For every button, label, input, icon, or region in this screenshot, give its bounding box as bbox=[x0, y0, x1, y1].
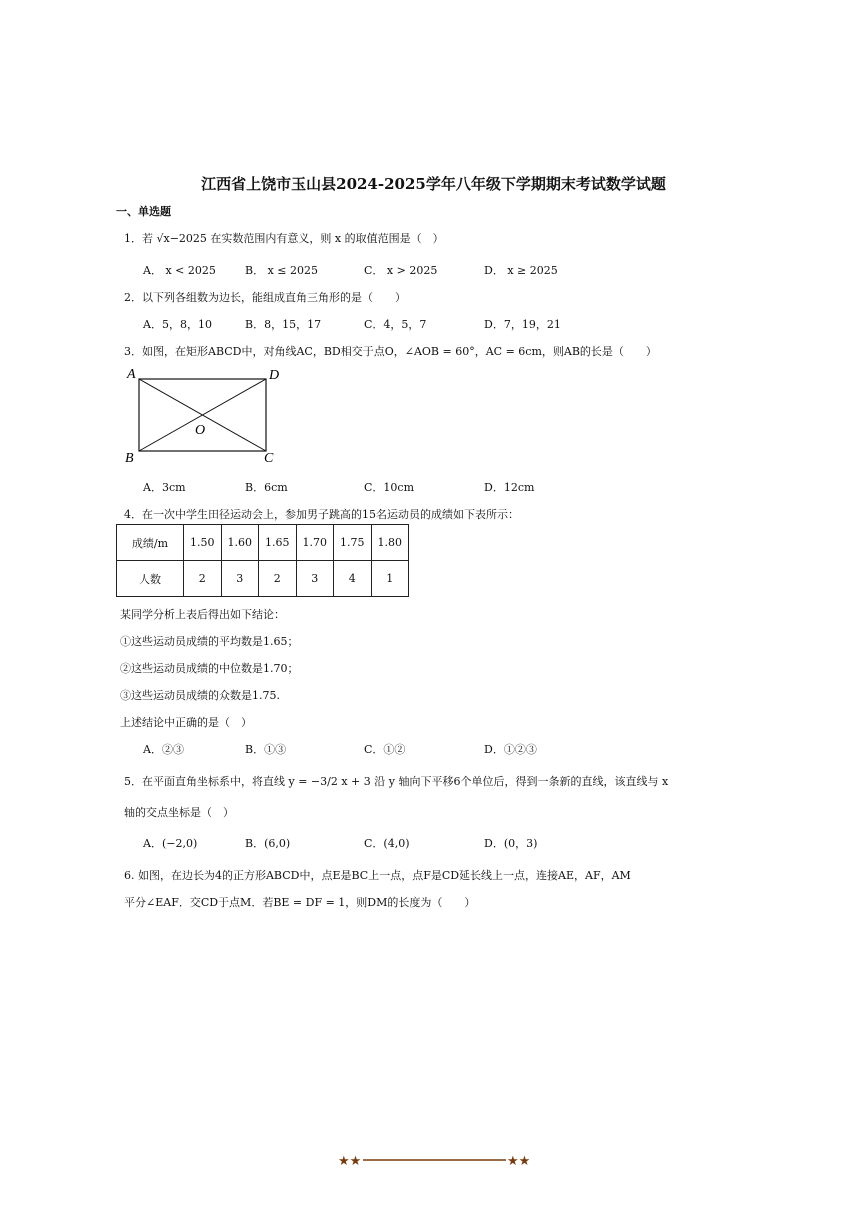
q1-option-a[interactable]: A． x < 2025 bbox=[143, 264, 216, 277]
analysis-text: 某同学分析上表后得出如下结论： bbox=[120, 608, 285, 621]
conclusion-1: ①这些运动员成绩的平均数是1.65； bbox=[120, 635, 299, 648]
q4-option-b[interactable]: B．①③ bbox=[245, 743, 287, 756]
table-cell: 4 bbox=[334, 561, 372, 597]
table-row-header: 成绩/m bbox=[117, 525, 184, 561]
page-title: 江西省上饶市玉山县2024-2025学年八年级下学期期末考试数学试题 bbox=[201, 175, 666, 193]
q1-option-c[interactable]: C． x > 2025 bbox=[364, 264, 438, 277]
q5-option-b[interactable]: B．(6,0) bbox=[245, 837, 291, 850]
section-heading: 一、单选题 bbox=[116, 205, 171, 218]
center-o-label: O bbox=[195, 423, 206, 438]
table-cell: 1.65 bbox=[259, 525, 297, 561]
table-cell: 1.80 bbox=[371, 525, 409, 561]
table-row-header: 人数 bbox=[117, 561, 184, 597]
q3-option-c[interactable]: C．10cm bbox=[364, 481, 415, 494]
question-1-stem: 1．若 √x−2025 在实数范围内有意义，则 x 的取值范围是（ ） bbox=[124, 232, 444, 245]
q3-option-a[interactable]: A．3cm bbox=[143, 481, 186, 494]
q2-option-a[interactable]: A．5，8，10 bbox=[143, 318, 212, 331]
question-6-stem-line2: 平分∠EAF．交CD于点M．若BE = DF = 1，则DM的长度为（ ） bbox=[124, 896, 476, 909]
table-cell: 1.75 bbox=[334, 525, 372, 561]
table-cell: 3 bbox=[296, 561, 334, 597]
table-cell: 3 bbox=[221, 561, 259, 597]
table-cell: 1.60 bbox=[221, 525, 259, 561]
question-5-stem-line2: 轴的交点坐标是（ ） bbox=[124, 806, 234, 819]
footer-ornament bbox=[338, 1150, 532, 1174]
table-cell: 1 bbox=[371, 561, 409, 597]
conclusion-2: ②这些运动员成绩的中位数是1.70； bbox=[120, 662, 299, 675]
q4-option-d[interactable]: D．①②③ bbox=[484, 743, 537, 756]
question-4-ask: 上述结论中正确的是（ ） bbox=[120, 716, 252, 729]
q2-option-c[interactable]: C．4，5，7 bbox=[364, 318, 427, 331]
q5-option-d[interactable]: D．(0，3) bbox=[484, 837, 538, 850]
question-2-stem: 2．以下列各组数为边长，能组成直角三角形的是（ ） bbox=[124, 291, 406, 304]
rectangle-abcd-figure bbox=[120, 364, 290, 468]
table-cell: 2 bbox=[184, 561, 222, 597]
vertex-a-label: A bbox=[127, 367, 136, 382]
star-icon: ★★ bbox=[338, 1154, 362, 1169]
conclusion-3: ③这些运动员成绩的众数是1.75. bbox=[120, 689, 280, 702]
question-6-stem-line1: 6. 如图，在边长为4的正方形ABCD中，点E是BC上一点，点F是CD延长线上一点，连接AE，AF，AM bbox=[124, 869, 631, 882]
footer-divider bbox=[338, 1150, 532, 1170]
table-row bbox=[117, 525, 409, 561]
q5-option-c[interactable]: C．(4,0) bbox=[364, 837, 410, 850]
star-icon: ★★ bbox=[507, 1154, 531, 1169]
question-5-stem-line1: 5．在平面直角坐标系中，将直线 y = −3/2 x + 3 沿 y 轴向下平移6个单位后，得到一条新的直线，该直线与 x bbox=[124, 775, 669, 788]
table-row bbox=[117, 561, 409, 597]
q1-option-b[interactable]: B． x ≤ 2025 bbox=[245, 264, 318, 277]
q4-option-a[interactable]: A．②③ bbox=[143, 743, 184, 756]
q1-option-d[interactable]: D． x ≥ 2025 bbox=[484, 264, 558, 277]
table-cell: 2 bbox=[259, 561, 297, 597]
q2-option-b[interactable]: B．8，15，17 bbox=[245, 318, 322, 331]
q5-option-a[interactable]: A．(−2,0) bbox=[143, 837, 198, 850]
q3-option-d[interactable]: D．12cm bbox=[484, 481, 535, 494]
score-table bbox=[116, 524, 409, 597]
vertex-c-label: C bbox=[264, 451, 274, 466]
q3-option-b[interactable]: B．6cm bbox=[245, 481, 288, 494]
question-4-stem: 4．在一次中学生田径运动会上，参加男子跳高的15名运动员的成绩如下表所示： bbox=[124, 508, 519, 521]
q4-option-c[interactable]: C．①② bbox=[364, 743, 406, 756]
vertex-d-label: D bbox=[269, 368, 280, 383]
q2-option-d[interactable]: D．7，19，21 bbox=[484, 318, 561, 331]
table-cell: 1.70 bbox=[296, 525, 334, 561]
vertex-b-label: B bbox=[125, 451, 134, 466]
table-cell: 1.50 bbox=[184, 525, 222, 561]
question-3-stem: 3．如图，在矩形ABCD中，对角线AC，BD相交于点O，∠AOB = 60°，AC = 6cm，则AB的长是（ ） bbox=[124, 345, 657, 358]
